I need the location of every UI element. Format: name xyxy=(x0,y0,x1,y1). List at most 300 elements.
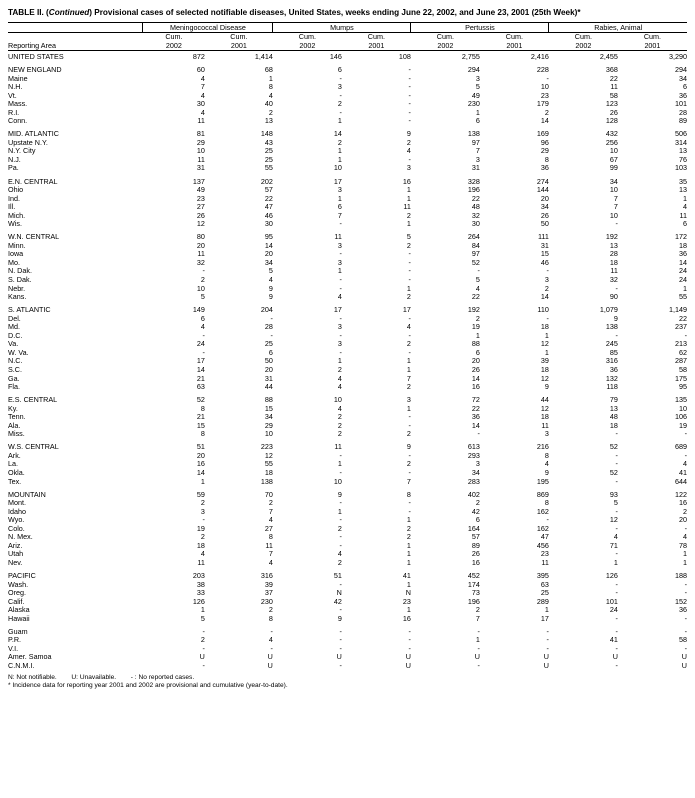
row-value: 3 xyxy=(337,257,342,267)
row-value: 294 xyxy=(675,64,687,74)
row-value: 3,290 xyxy=(669,51,687,61)
row-value: 24 xyxy=(196,339,205,349)
row-value: 2 xyxy=(337,99,342,109)
row-value: 63 xyxy=(196,382,205,392)
row-value: 52 xyxy=(196,395,205,405)
row-label: Wash. xyxy=(8,579,29,589)
row-value: 70 xyxy=(264,489,273,499)
row-value: - xyxy=(615,506,618,516)
row-value: 31 xyxy=(471,163,480,173)
row-value: 216 xyxy=(536,442,549,452)
row-value: - xyxy=(408,635,411,645)
row-value: - xyxy=(270,626,273,636)
row-value: 123 xyxy=(605,99,618,109)
table-row xyxy=(8,589,687,598)
row-label: Calif. xyxy=(8,596,25,606)
table-row xyxy=(8,422,687,431)
row-value: 14 xyxy=(471,420,480,430)
row-value: - xyxy=(339,73,342,83)
row-label: UNITED STATES xyxy=(8,51,64,61)
row-value: 18 xyxy=(609,420,618,430)
row-value: 3 xyxy=(406,163,411,173)
row-value: 1 xyxy=(337,356,342,366)
row-value: 4 xyxy=(475,283,480,293)
row-value: 14 xyxy=(540,116,549,126)
row-value: 36 xyxy=(609,365,618,374)
header-year-row xyxy=(8,41,687,51)
row-value: 4 xyxy=(268,515,273,525)
row-value: - xyxy=(615,626,618,636)
table-row xyxy=(8,628,687,637)
row-label: R.I. xyxy=(8,107,20,117)
row-value: 7 xyxy=(406,373,411,383)
row-label: Nebr. xyxy=(8,283,26,293)
row-value: 3 xyxy=(337,240,342,250)
row-value: 1 xyxy=(200,605,205,615)
row-value: 179 xyxy=(536,99,549,109)
row-value: - xyxy=(408,626,411,636)
row-value: 33 xyxy=(196,588,205,598)
row-value: 8 xyxy=(544,450,549,460)
row-value: 38 xyxy=(196,579,205,589)
header-cum-5: Cum. xyxy=(411,33,480,42)
table-row xyxy=(8,139,687,148)
row-value: 3 xyxy=(475,73,480,83)
row-label: PACIFIC xyxy=(8,571,36,581)
row-value: - xyxy=(339,347,342,357)
row-value: - xyxy=(408,420,411,430)
row-value: 10 xyxy=(679,403,687,413)
row-value: 2 xyxy=(406,339,411,349)
row-value: 149 xyxy=(192,305,205,315)
row-value: 9 xyxy=(337,489,342,499)
row-value: 1,414 xyxy=(254,51,273,61)
row-value: - xyxy=(339,605,342,615)
row-value: 50 xyxy=(264,356,273,366)
row-value: 20 xyxy=(196,450,205,460)
table-title xyxy=(8,8,687,18)
row-value: 1 xyxy=(406,185,411,195)
row-value: 11 xyxy=(197,116,205,126)
row-value: 57 xyxy=(264,185,273,195)
row-value: - xyxy=(546,266,549,276)
row-value: - xyxy=(477,661,480,670)
row-value: 1,079 xyxy=(599,305,618,315)
row-value: 452 xyxy=(467,571,480,581)
row-value: 15 xyxy=(264,403,273,413)
row-value: 25 xyxy=(540,588,549,598)
table-row xyxy=(8,662,687,671)
row-value: 128 xyxy=(605,116,618,126)
row-value: 8 xyxy=(200,429,205,439)
row-value: 88 xyxy=(471,339,480,349)
row-value: - xyxy=(684,626,687,636)
row-value: 25 xyxy=(264,339,273,349)
row-value: 26 xyxy=(609,107,618,117)
row-value: 506 xyxy=(675,129,687,139)
header-cum-2: Cum. xyxy=(205,33,273,42)
row-value: 18 xyxy=(196,540,205,550)
row-value: - xyxy=(408,249,411,259)
row-value: 35 xyxy=(679,176,687,186)
row-value: - xyxy=(615,450,618,460)
row-value: 39 xyxy=(540,356,549,366)
row-value: 26 xyxy=(196,210,205,220)
row-value: 31 xyxy=(196,163,205,173)
row-label: Upstate N.Y. xyxy=(8,137,48,147)
row-value: 2 xyxy=(337,557,342,567)
table-row xyxy=(8,645,687,654)
row-value: 95 xyxy=(679,382,687,392)
row-label: Idaho xyxy=(8,506,26,516)
row-value: - xyxy=(684,429,687,439)
table-row xyxy=(8,478,687,487)
row-value: 2 xyxy=(337,412,342,422)
row-value: - xyxy=(546,635,549,645)
row-value: 5 xyxy=(406,232,411,242)
row-value: 1 xyxy=(406,403,411,413)
table-row xyxy=(8,293,687,302)
row-value: 96 xyxy=(540,137,549,147)
row-value: 4 xyxy=(268,557,273,567)
row-value: 25 xyxy=(264,146,273,156)
table-row xyxy=(8,375,687,384)
row-value: 101 xyxy=(605,596,618,606)
row-value: 644 xyxy=(675,476,687,486)
row-value: - xyxy=(684,588,687,598)
row-value: 10 xyxy=(333,476,342,486)
table-row xyxy=(8,267,687,276)
table-row xyxy=(8,83,687,92)
row-value: - xyxy=(339,330,342,340)
table-row xyxy=(8,405,687,414)
row-value: 7 xyxy=(268,549,273,559)
row-value: 5 xyxy=(200,613,205,623)
row-value: 14 xyxy=(333,129,342,139)
table-row xyxy=(8,306,687,315)
row-value: 13 xyxy=(609,403,618,413)
table-row xyxy=(8,259,687,268)
row-value: 3 xyxy=(337,185,342,195)
row-value: 19 xyxy=(471,322,480,332)
row-value: - xyxy=(339,313,342,323)
row-label: Guam xyxy=(8,626,28,636)
row-value: 2 xyxy=(200,532,205,542)
row-value: 5 xyxy=(200,292,205,302)
header-year-2002-2: 2002 xyxy=(273,41,342,51)
row-value: 25 xyxy=(264,154,273,164)
row-value: 28 xyxy=(679,107,687,117)
table-row xyxy=(8,542,687,551)
row-value: 10 xyxy=(196,146,205,156)
row-value: 10 xyxy=(609,146,618,156)
row-value: - xyxy=(615,588,618,598)
row-value: - xyxy=(615,549,618,559)
row-value: - xyxy=(684,579,687,589)
row-value: 6 xyxy=(475,347,480,357)
row-value: 395 xyxy=(536,571,549,581)
row-value: 4 xyxy=(268,635,273,645)
row-value: 5 xyxy=(613,498,618,508)
row-value: 46 xyxy=(540,257,549,267)
row-value: - xyxy=(270,330,273,340)
row-value: 192 xyxy=(605,232,618,242)
row-value: 52 xyxy=(609,468,618,478)
row-value: - xyxy=(339,90,342,100)
row-value: 8 xyxy=(268,532,273,542)
row-value: 22 xyxy=(679,313,687,323)
row-value: 2 xyxy=(475,313,480,323)
footnote-dash: - : No reported cases. xyxy=(130,673,195,681)
row-value: - xyxy=(202,643,205,653)
row-label: S. ATLANTIC xyxy=(8,305,51,315)
row-value: 4 xyxy=(613,532,618,542)
row-value: 7 xyxy=(613,202,618,212)
row-value: U xyxy=(474,652,480,662)
table-row xyxy=(8,203,687,212)
row-value: 7 xyxy=(406,476,411,486)
row-value: 58 xyxy=(609,90,618,100)
row-value: 17 xyxy=(540,613,549,623)
row-label: N.H. xyxy=(8,82,23,92)
row-value: 135 xyxy=(675,395,687,405)
row-value: 1 xyxy=(475,330,480,340)
row-value: 1 xyxy=(406,605,411,615)
table-row xyxy=(8,396,687,405)
row-value: 4 xyxy=(337,382,342,392)
row-value: 230 xyxy=(260,596,273,606)
row-value: 36 xyxy=(679,90,687,100)
row-value: 2 xyxy=(475,498,480,508)
row-value: 274 xyxy=(536,176,549,186)
row-value: 10 xyxy=(540,82,549,92)
row-value: 13 xyxy=(679,146,687,156)
row-value: 138 xyxy=(467,129,480,139)
table-row xyxy=(8,443,687,452)
row-value: 34 xyxy=(264,257,273,267)
row-value: 1 xyxy=(337,459,342,469)
row-value: 16 xyxy=(402,176,411,186)
row-value: - xyxy=(202,661,205,670)
row-value: 62 xyxy=(679,347,687,357)
row-value: 30 xyxy=(264,219,273,229)
row-label: Del. xyxy=(8,313,21,323)
row-value: 146 xyxy=(329,51,342,61)
row-value: 2 xyxy=(337,365,342,374)
row-value: - xyxy=(339,661,342,670)
row-value: - xyxy=(339,515,342,525)
row-value: 73 xyxy=(471,588,480,598)
row-value: 2,455 xyxy=(599,51,618,61)
table-row xyxy=(8,66,687,75)
row-value: 26 xyxy=(471,365,480,374)
row-value: 3 xyxy=(475,154,480,164)
row-label: Oreg. xyxy=(8,588,26,598)
row-value: 15 xyxy=(540,249,549,259)
table-row xyxy=(8,186,687,195)
row-value: - xyxy=(339,579,342,589)
row-value: 23 xyxy=(540,90,549,100)
row-value: 4 xyxy=(683,202,687,212)
row-value: U xyxy=(543,661,549,670)
row-value: 16 xyxy=(402,613,411,623)
row-value: 10 xyxy=(333,395,342,405)
row-value: 316 xyxy=(260,571,273,581)
row-value: 22 xyxy=(264,193,273,203)
table-row xyxy=(8,615,687,624)
table-row xyxy=(8,340,687,349)
row-value: - xyxy=(546,643,549,653)
row-value: 20 xyxy=(264,365,273,374)
row-value: - xyxy=(615,283,618,293)
row-value: 148 xyxy=(260,129,273,139)
title-prefix: TABLE II. ( xyxy=(8,8,49,17)
header-group-mumps: Mumps xyxy=(273,23,411,33)
row-value: 71 xyxy=(609,540,618,550)
row-value: 12 xyxy=(540,403,549,413)
row-value: 204 xyxy=(260,305,273,315)
row-value: 14 xyxy=(264,240,273,250)
row-value: 1 xyxy=(406,557,411,567)
row-value: 60 xyxy=(196,64,205,74)
row-value: 1 xyxy=(613,557,618,567)
row-value: U xyxy=(336,652,342,662)
header-year-2001-3: 2001 xyxy=(480,41,549,51)
row-value: 432 xyxy=(605,129,618,139)
row-label: Ky. xyxy=(8,403,18,413)
row-value: 67 xyxy=(609,154,618,164)
row-value: - xyxy=(408,107,411,117)
header-cum-6: Cum. xyxy=(480,33,549,42)
table-row xyxy=(8,156,687,165)
row-label: Tenn. xyxy=(8,412,26,422)
header-cum-1: Cum. xyxy=(143,33,205,42)
row-value: - xyxy=(408,450,411,460)
row-label: Amer. Samoa xyxy=(8,652,52,662)
row-value: 41 xyxy=(679,468,687,478)
header-year-2001-2: 2001 xyxy=(342,41,411,51)
row-value: - xyxy=(339,450,342,460)
table-row xyxy=(8,499,687,508)
row-value: 16 xyxy=(471,557,480,567)
row-value: 18 xyxy=(540,412,549,422)
row-value: - xyxy=(477,643,480,653)
row-value: 28 xyxy=(609,249,618,259)
row-value: 101 xyxy=(675,99,687,109)
row-value: 9 xyxy=(337,613,342,623)
row-value: 80 xyxy=(196,232,205,242)
row-value: 1 xyxy=(406,549,411,559)
row-value: 51 xyxy=(333,571,342,581)
row-value: 79 xyxy=(609,395,618,405)
row-value: 4 xyxy=(406,322,411,332)
row-value: 63 xyxy=(540,579,549,589)
row-value: 13 xyxy=(264,116,273,126)
row-value: 110 xyxy=(537,305,549,315)
row-value: - xyxy=(615,476,618,486)
row-value: - xyxy=(339,635,342,645)
table-row xyxy=(8,430,687,439)
row-value: - xyxy=(270,643,273,653)
row-label: MOUNTAIN xyxy=(8,489,46,499)
row-value: 872 xyxy=(192,51,205,61)
row-label: P.R. xyxy=(8,635,22,645)
row-value: 4 xyxy=(544,459,549,469)
row-value: 21 xyxy=(196,373,205,383)
row-value: 1,149 xyxy=(669,305,687,315)
table-row xyxy=(8,323,687,332)
row-value: 1 xyxy=(683,193,687,203)
row-label: Ala. xyxy=(8,420,21,430)
row-value: 68 xyxy=(264,64,273,74)
row-value: 41 xyxy=(402,571,411,581)
row-value: - xyxy=(339,275,342,285)
row-value: 11 xyxy=(679,210,687,220)
row-value: 1 xyxy=(268,73,273,83)
row-value: 103 xyxy=(675,163,687,173)
row-value: 16 xyxy=(471,382,480,392)
row-value: 49 xyxy=(471,90,480,100)
row-value: 2 xyxy=(683,506,687,516)
row-value: 5 xyxy=(268,266,273,276)
row-value: 23 xyxy=(196,193,205,203)
table-row xyxy=(8,75,687,84)
row-value: 4 xyxy=(200,90,205,100)
table-row xyxy=(8,147,687,156)
row-value: 29 xyxy=(540,146,549,156)
row-value: 13 xyxy=(679,185,687,195)
row-value: 4 xyxy=(337,549,342,559)
row-value: 1 xyxy=(406,579,411,589)
table-row xyxy=(8,178,687,187)
row-value: 52 xyxy=(471,257,480,267)
row-value: 52 xyxy=(609,442,618,452)
notifiable-diseases-table xyxy=(8,22,687,671)
row-value: - xyxy=(615,219,618,229)
row-value: 2 xyxy=(268,498,273,508)
table-row xyxy=(8,581,687,590)
row-value: - xyxy=(477,266,480,276)
row-value: 8 xyxy=(268,82,273,92)
row-value: 7 xyxy=(337,210,342,220)
row-value: 172 xyxy=(675,232,687,242)
row-value: 4 xyxy=(200,73,205,83)
row-value: 196 xyxy=(467,596,480,606)
row-value: 9 xyxy=(268,283,273,293)
row-value: 118 xyxy=(606,382,618,392)
row-value: 175 xyxy=(675,373,687,383)
row-value: 1 xyxy=(544,330,549,340)
header-cum-8: Cum. xyxy=(618,33,687,42)
row-value: 402 xyxy=(467,489,480,499)
row-value: 55 xyxy=(264,163,273,173)
table-row xyxy=(8,508,687,517)
row-value: 34 xyxy=(264,412,273,422)
row-value: 58 xyxy=(679,635,687,645)
header-year-2001-1: 2001 xyxy=(205,41,273,51)
row-value: 8 xyxy=(200,403,205,413)
row-value: 11 xyxy=(334,442,342,452)
row-value: 1 xyxy=(406,283,411,293)
table-row xyxy=(8,598,687,607)
row-value: 144 xyxy=(536,185,549,195)
row-value: U xyxy=(199,652,205,662)
row-value: 7 xyxy=(200,82,205,92)
row-value: 36 xyxy=(540,163,549,173)
row-value: - xyxy=(339,219,342,229)
row-value: 78 xyxy=(679,540,687,550)
row-value: 34 xyxy=(609,176,618,186)
